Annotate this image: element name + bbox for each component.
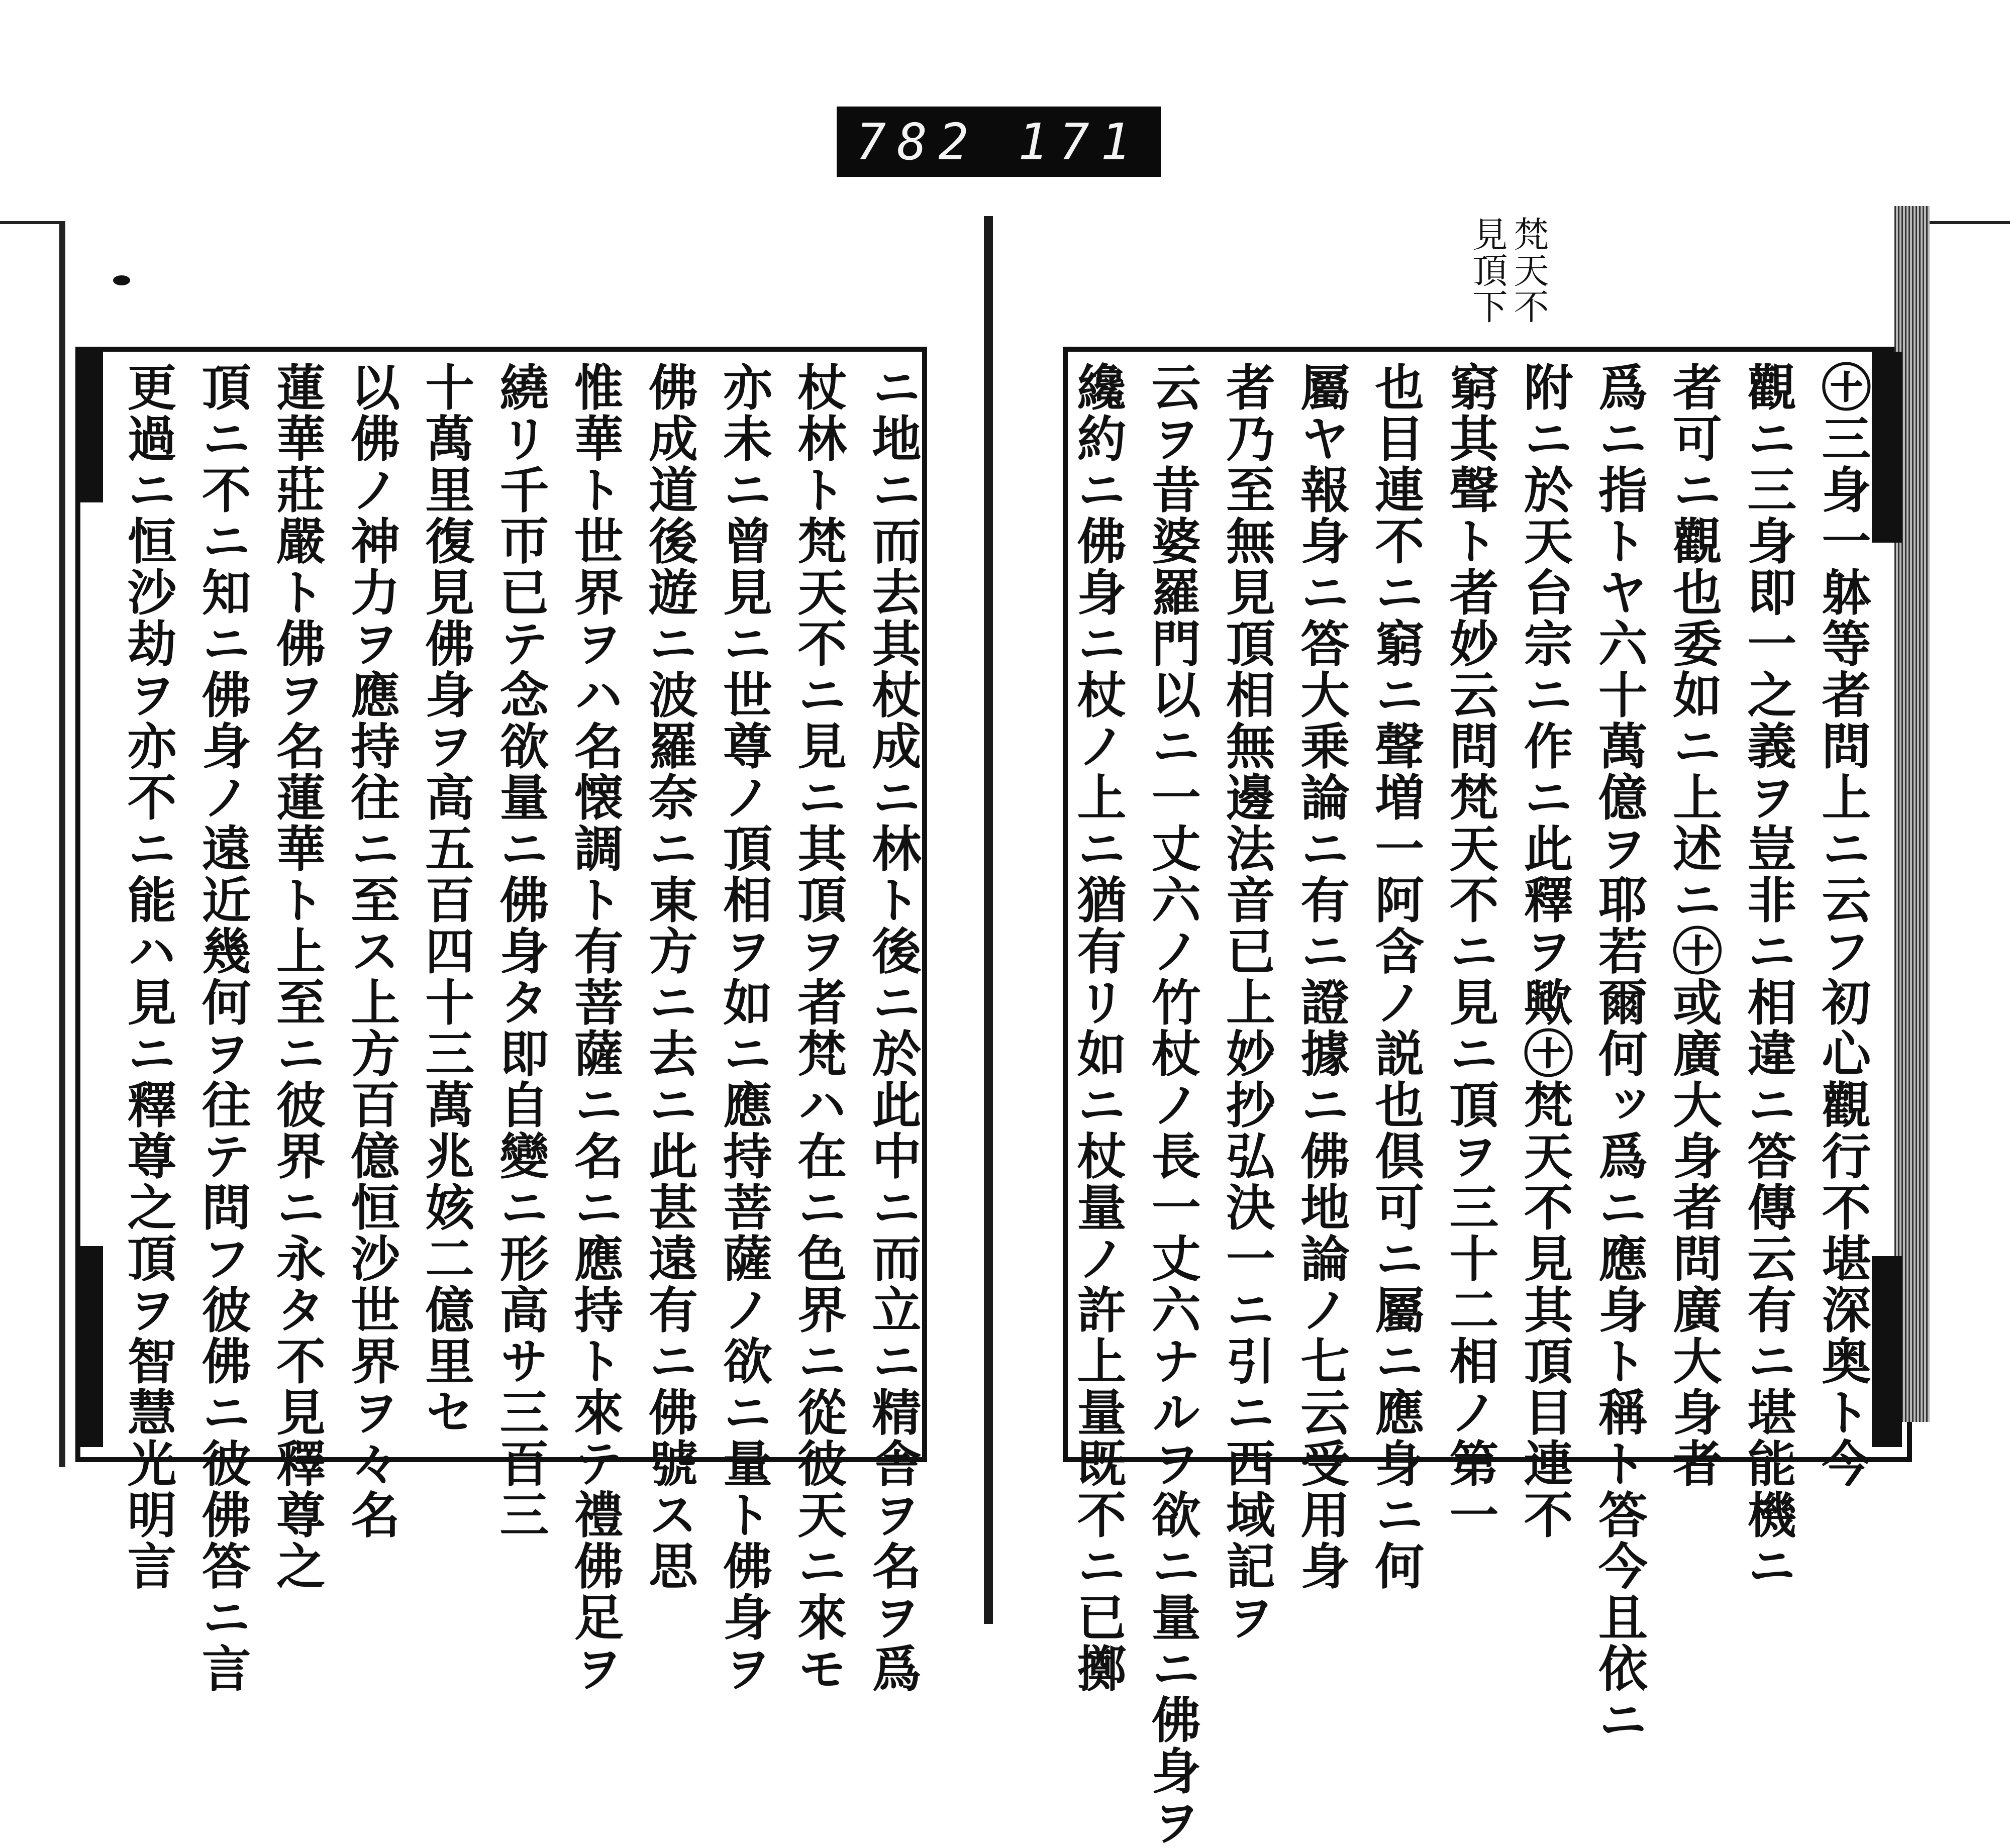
left-page-tab-top (75, 352, 103, 502)
right-page-column: 者乃至無見頂相無邊法音已上妙抄弘決一ニ引ニ西域記ヲ (1218, 362, 1276, 1643)
left-page-column: 頂ニ不ニ知ニ佛身ノ遠近幾何ヲ往テ問フ彼佛ニ彼佛答ニ言 (193, 362, 252, 1694)
left-page-ink-mark (113, 275, 130, 285)
right-page-column: 附ニ於天台宗ニ作ニ此釋ヲ歟㊉梵天不見其頂目連不 (1516, 362, 1574, 1541)
left-page-column: 十萬里復見佛身ヲ高五百四十三萬兆姟二億里セ (417, 362, 475, 1438)
margin-note-line-2: 見頂下 (1467, 216, 1508, 325)
right-page-column: 爲ニ指トヤ六十萬億ヲ耶若爾何ッ爲ニ應身ト稱ト答今且依ニ (1590, 362, 1648, 1746)
right-page-column: 也目連不ニ窮ニ聲増一阿含ノ説也倶可ニ屬ニ應身ニ何 (1366, 362, 1425, 1592)
right-page-tab-top (1872, 352, 1902, 543)
left-page-column: 繞リ千帀已テ念欲量ニ佛身タ即自變ニ形高サ三百三 (491, 362, 549, 1541)
left-page-text (119, 362, 922, 1694)
right-page-column: 云ヲ昔婆羅門以ニ一丈六ノ竹杖ノ長一丈六ナルヲ欲ニ量ニ佛身ヲ (1143, 362, 1201, 1848)
left-page-column: 更過ニ恒沙劫ヲ亦不ニ能ハ見ニ釋尊之頂ヲ智慧光明言 (119, 362, 177, 1592)
margin-note (1467, 216, 1549, 325)
right-page-column: 屬ヤ報身ニ答大乗論ニ有ニ證據ニ佛地論ノ七云受用身 (1292, 362, 1350, 1592)
label-number-right: 171 (1018, 112, 1142, 171)
left-page-column: 以佛ノ神力ヲ應持往ニ至ス上方百億恒沙世界ヲ々名 (342, 362, 400, 1541)
right-page-tab-bottom (1872, 1256, 1902, 1447)
right-page-column: ㊉三身一躰等者問上ニ云フ初心觀行不堪深奥ト今 (1813, 362, 1871, 1489)
right-page-column: 觀ニ三身即一之義ヲ豈非ニ相違ニ答傳云有ニ堪能機ニ (1739, 362, 1797, 1592)
archive-label-plate (837, 107, 1161, 177)
left-edge-line (0, 221, 65, 224)
label-number-left: 782 (855, 112, 980, 171)
left-page-column: 佛成道後遊ニ波羅奈ニ東方ニ去ニ此甚遠有ニ佛號ス思 (640, 362, 698, 1592)
margin-note-line-1: 梵天不 (1508, 216, 1549, 325)
left-page-column: 杖林ト梵天不ニ見ニ其頂ヲ者梵ハ在ニ色界ニ從彼天ニ來モ (789, 362, 847, 1694)
right-page-column: 者可ニ觀也委如ニ上述ニ㊉或廣大身者問廣大身者 (1664, 362, 1723, 1489)
left-page-tab-bottom (75, 1246, 103, 1447)
right-page-column: 纔約ニ佛身ニ杖ノ上ニ猶有リ如ニ杖量ノ許上量既不ニ已擲 (1069, 362, 1127, 1694)
book-spine (984, 216, 993, 1624)
right-page-column: 窮其聲ト者妙云問梵天不ニ見ニ頂ヲ三十二相ノ第一 (1441, 362, 1499, 1541)
left-page-column: 蓮華莊嚴ト佛ヲ名蓮華ト上至ニ彼界ニ永タ不見釋尊之 (268, 362, 326, 1592)
right-edge-line (1920, 221, 2010, 224)
right-page-text (1069, 362, 1871, 1848)
left-page-column: 惟華ト世界ヲハ名懐調ト有菩薩ニ名ニ應持ト來テ禮佛足ヲ (566, 362, 624, 1694)
left-page-column: ニ地ニ而去其杖成ニ林ト後ニ於此中ニ而立ニ精舎ヲ名ヲ爲 (863, 362, 922, 1694)
left-page-column: 亦未ニ曾見ニ世尊ノ頂相ヲ如ニ應持菩薩ノ欲ニ量ト佛身ヲ (715, 362, 773, 1694)
